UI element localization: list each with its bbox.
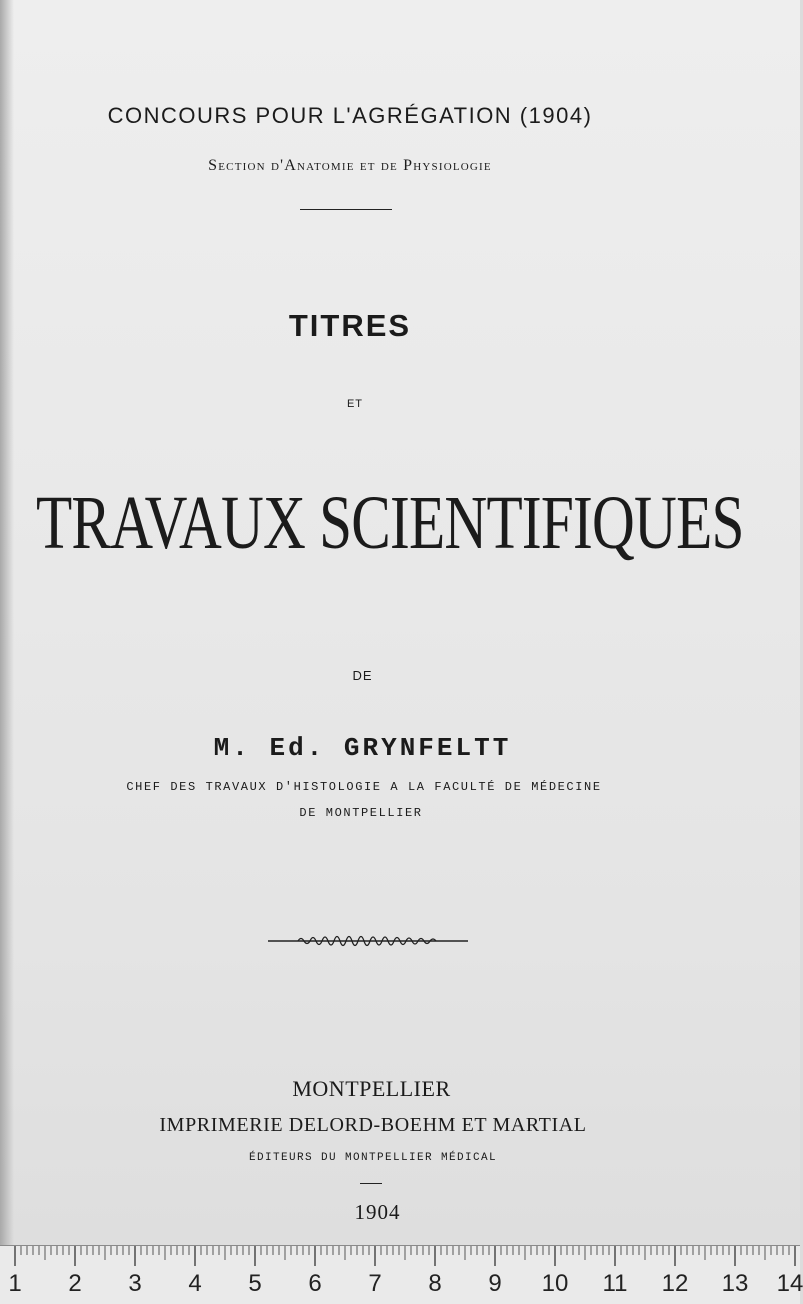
ruler-number: 4 [188,1270,202,1297]
ruler-number: 11 [602,1270,628,1297]
imprint-editors: ÉDITEURS DU MONTPELLIER MÉDICAL [248,1152,498,1164]
wavy-ornament [268,930,468,950]
ruler-number: 6 [308,1270,322,1297]
author-preposition: DE [352,668,373,683]
competition-header: CONCOURS POUR L'AGRÉGATION (1904) [107,103,593,128]
title-line-2: TRAVAUX SCIENTIFIQUES [36,481,744,565]
section-subheader: Section d'Anatomie et de Physiologie [208,157,492,174]
imprint-printer: IMPRIMERIE DELORD-BOEHM ET MARTIAL [159,1114,587,1136]
ruler-number: 7 [368,1270,382,1297]
ruler-number: 14 [776,1270,803,1297]
ruler-number: 13 [721,1270,749,1297]
measuring-ruler [0,1245,803,1304]
ruler-number: 12 [661,1270,689,1297]
ruler-number: 3 [128,1270,142,1297]
author-role-line-1: CHEF DES TRAVAUX D'HISTOLOGIE A LA FACULTÉ DE MÉDECINE [126,780,602,794]
ruler-number: 10 [541,1270,569,1297]
ruler-number: 8 [428,1270,442,1297]
author-name: M. Ed. GRYNFELTT [213,733,512,763]
author-role-line-2: DE MONTPELLIER [299,806,423,820]
header-divider [300,209,392,210]
imprint-city: MONTPELLIER [292,1076,451,1101]
title-conjunction: ET [346,398,364,410]
ruler-number: 9 [488,1270,502,1297]
ruler-number: 5 [248,1270,262,1297]
title-line-1: TITRES [288,308,412,343]
year-divider [360,1183,382,1184]
ruler-number: 2 [68,1270,82,1297]
imprint-year: 1904 [354,1200,401,1224]
ruler-number: 1 [8,1270,22,1297]
